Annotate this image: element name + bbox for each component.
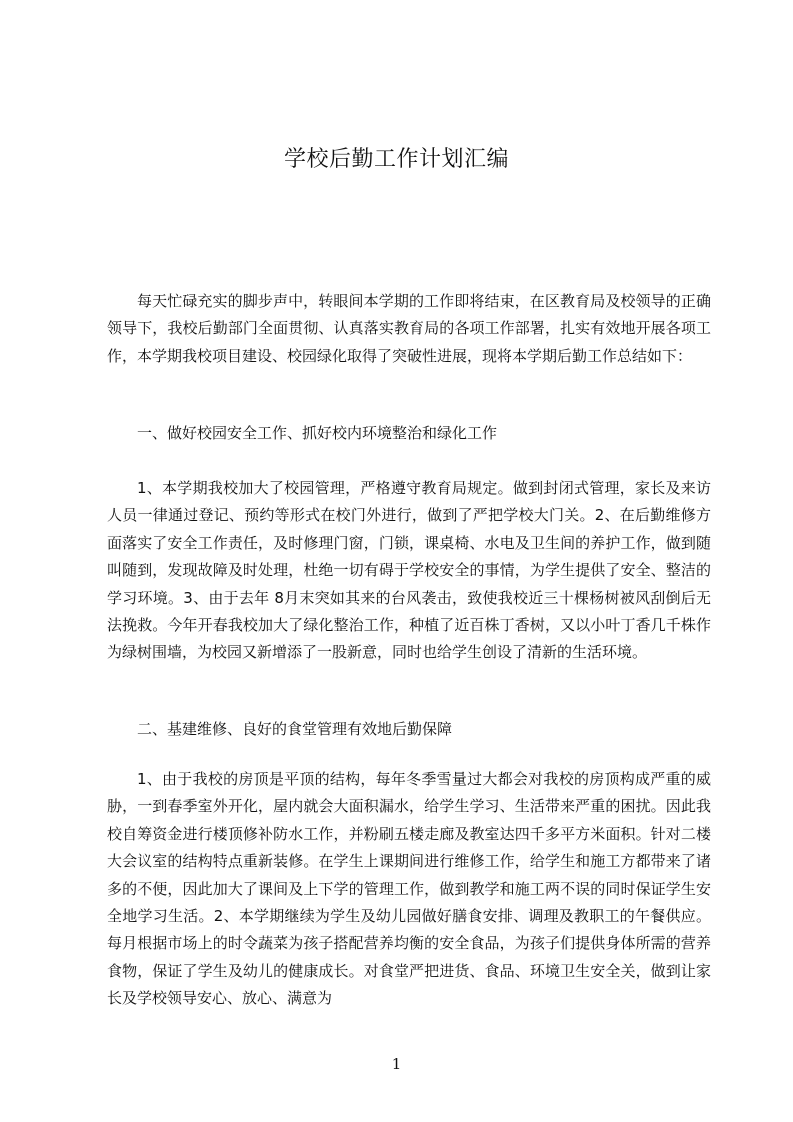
- section-1-text: 1、本学期我校加大了校园管理，严格遵守教育局规定。做到封闭式管理，家长及来访人员一律通过登记、预约等形式在校门外进行，做到了严把学校大门关。2、在后勤维修方面落实了安全工作责任，及时修理门窗，门锁，课桌椅、水电及卫生间的养护工作，做到随叫随到，发现故障及时处理，杜绝一切有碍于学校安全的事情，为学生提供了安全、整洁的学习环境。3、由于去年 8月末突如其来的台风袭击，致使我校近三十棵杨树被风刮倒后无法挽救。今年开春我校加大了绿化整治工作，种植了近百株丁香树，又以小叶丁香几千株作为绿树围墙，为校园又新增添了一股新意，同时也给学生创设了清新的生活环境。: [107, 479, 711, 662]
- intro-paragraph: [107, 288, 711, 398]
- section-2-paragraph: [107, 766, 711, 1036]
- section-2-heading: 二、基建维修、良好的食堂管理有效地后勤保障: [137, 720, 453, 738]
- document-title: 学校后勤工作计划汇编: [283, 147, 509, 172]
- section-1-paragraph: [107, 475, 711, 695]
- section-1-heading: 一、做好校园安全工作、抓好校内环境整治和绿化工作: [137, 424, 498, 442]
- intro-text: 每天忙碌充实的脚步声中，转眼间本学期的工作即将结束，在区教育局及校领导的正确领导下，我校后勤部门全面贯彻、认真落实教育局的各项工作部署，扎实有效地开展各项工作，本学期我校项目建设、校园绿化取得了突破性进展，现将本学期后勤工作总结如下：: [107, 292, 711, 365]
- section-2-text: 1、由于我校的房顶是平顶的结构，每年冬季雪量过大都会对我校的房顶构成严重的威胁，一到春季室外开化，屋内就会大面积漏水，给学生学习、生活带来严重的困扰。因此我校自筹资金进行楼顶修补防水工作，并粉刷五楼走廊及教室达四千多平方米面积。针对二楼大会议室的结构特点重新装修。在学生上课期间进行维修工作，给学生和施工方都带来了诸多的不便，因此加大了课间及上下学的管理工作，做到教学和施工两不误的同时保证学生安全地学习生活。2、本学期继续为学生及幼儿园做好膳食安排、调理及教职工的午餐供应。每月根据市场上的时令蔬菜为孩子搭配营养均衡的安全食品，为孩子们提供身体所需的营养食物，保证了学生及幼儿的健康成长。对食堂严把进货、食品、环境卫生安全关，做到让家长及学校领导安心、放心、满意为: [107, 770, 711, 1008]
- page-number: 1: [391, 1055, 402, 1073]
